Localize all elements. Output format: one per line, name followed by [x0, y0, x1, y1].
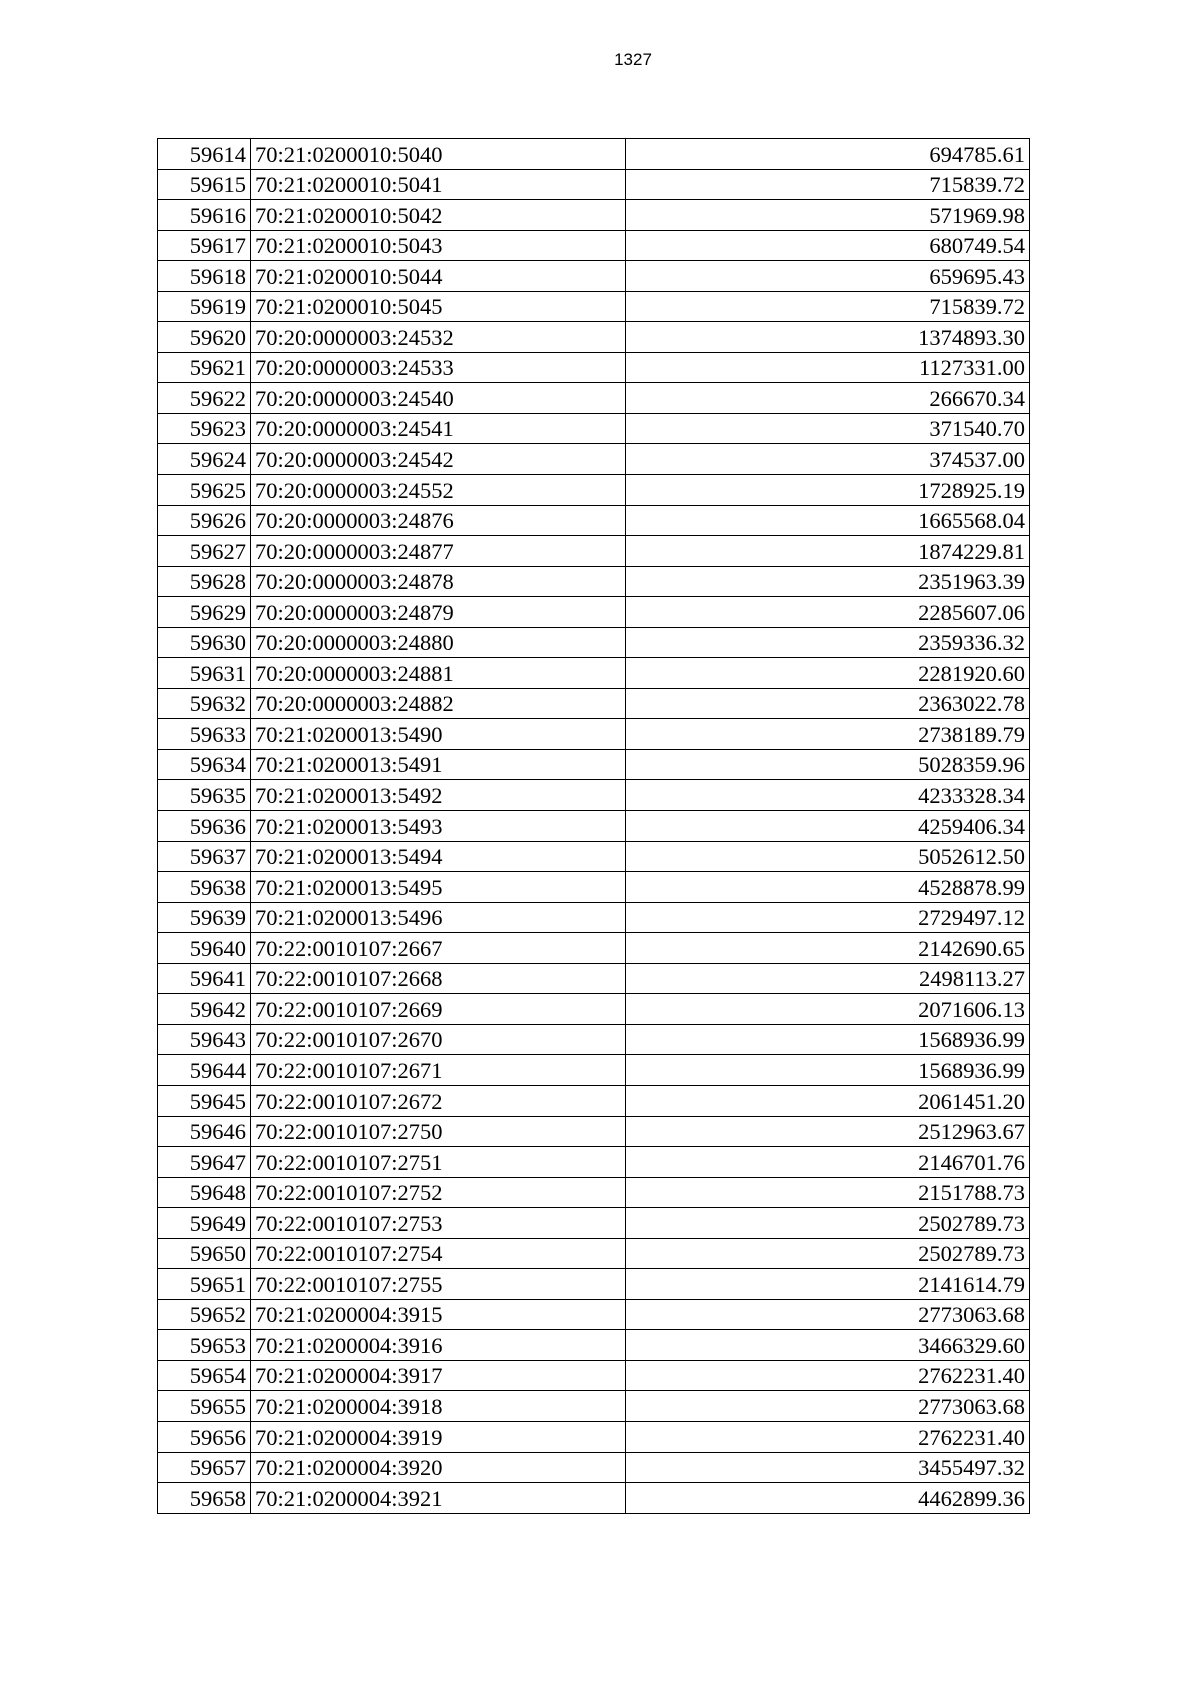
cadastral-number-cell: 70:21:0200013:5496 [251, 902, 626, 933]
row-number-cell: 59614 [158, 139, 251, 170]
cadastral-number-cell: 70:21:0200010:5040 [251, 139, 626, 170]
row-number-cell: 59615 [158, 169, 251, 200]
cadastral-number-cell: 70:20:0000003:24552 [251, 475, 626, 506]
cadastral-number-cell: 70:21:0200010:5042 [251, 200, 626, 231]
row-number-cell: 59634 [158, 749, 251, 780]
row-number-cell: 59636 [158, 811, 251, 842]
cadastral-number-cell: 70:20:0000003:24540 [251, 383, 626, 414]
table-row [158, 475, 1030, 506]
cadastral-value-cell: 4528878.99 [626, 872, 1030, 903]
table-row [158, 1299, 1030, 1330]
cadastral-number-cell: 70:21:0200010:5041 [251, 169, 626, 200]
row-number-cell: 59641 [158, 963, 251, 994]
cadastral-value-cell: 694785.61 [626, 139, 1030, 170]
table-row [158, 200, 1030, 231]
table-row [158, 1024, 1030, 1055]
cadastral-value-cell: 266670.34 [626, 383, 1030, 414]
cadastral-number-cell: 70:21:0200013:5493 [251, 811, 626, 842]
row-number-cell: 59650 [158, 1238, 251, 1269]
table-row [158, 383, 1030, 414]
cadastral-number-cell: 70:22:0010107:2753 [251, 1208, 626, 1239]
row-number-cell: 59622 [158, 383, 251, 414]
table-row [158, 749, 1030, 780]
cadastral-value-cell: 2729497.12 [626, 902, 1030, 933]
cadastral-number-cell: 70:22:0010107:2755 [251, 1269, 626, 1300]
row-number-cell: 59645 [158, 1085, 251, 1116]
row-number-cell: 59646 [158, 1116, 251, 1147]
cadastral-value-cell: 571969.98 [626, 200, 1030, 231]
table-row [158, 139, 1030, 170]
table-row [158, 1269, 1030, 1300]
cadastral-value-cell: 2512963.67 [626, 1116, 1030, 1147]
cadastral-number-cell: 70:20:0000003:24877 [251, 536, 626, 567]
cadastral-value-cell: 5052612.50 [626, 841, 1030, 872]
table-row [158, 169, 1030, 200]
cadastral-value-cell: 715839.72 [626, 169, 1030, 200]
cadastral-value-cell: 374537.00 [626, 444, 1030, 475]
cadastral-value-cell: 1665568.04 [626, 505, 1030, 536]
cadastral-value-cell: 1568936.99 [626, 1024, 1030, 1055]
cadastral-number-cell: 70:22:0010107:2672 [251, 1085, 626, 1116]
table-row [158, 291, 1030, 322]
row-number-cell: 59652 [158, 1299, 251, 1330]
cadastral-number-cell: 70:21:0200004:3916 [251, 1330, 626, 1361]
table-row [158, 261, 1030, 292]
row-number-cell: 59620 [158, 322, 251, 353]
cadastral-number-cell: 70:22:0010107:2671 [251, 1055, 626, 1086]
table-row [158, 994, 1030, 1025]
cadastral-number-cell: 70:21:0200010:5043 [251, 230, 626, 261]
cadastral-number-cell: 70:20:0000003:24532 [251, 322, 626, 353]
row-number-cell: 59644 [158, 1055, 251, 1086]
cadastral-value-cell: 2773063.68 [626, 1299, 1030, 1330]
table-row [158, 322, 1030, 353]
cadastral-value-cell: 2061451.20 [626, 1085, 1030, 1116]
cadastral-value-cell: 4233328.34 [626, 780, 1030, 811]
table-row [158, 780, 1030, 811]
table-row [158, 658, 1030, 689]
cadastral-number-cell: 70:21:0200010:5044 [251, 261, 626, 292]
cadastral-value-cell: 2502789.73 [626, 1208, 1030, 1239]
cadastral-number-cell: 70:21:0200013:5492 [251, 780, 626, 811]
cadastral-value-cell: 1374893.30 [626, 322, 1030, 353]
table-row [158, 597, 1030, 628]
row-number-cell: 59637 [158, 841, 251, 872]
cadastral-value-cell: 715839.72 [626, 291, 1030, 322]
cadastral-number-cell: 70:21:0200004:3915 [251, 1299, 626, 1330]
cadastral-value-cell: 4259406.34 [626, 811, 1030, 842]
row-number-cell: 59658 [158, 1483, 251, 1514]
row-number-cell: 59629 [158, 597, 251, 628]
cadastral-number-cell: 70:20:0000003:24541 [251, 413, 626, 444]
row-number-cell: 59654 [158, 1360, 251, 1391]
table-row [158, 719, 1030, 750]
row-number-cell: 59621 [158, 352, 251, 383]
row-number-cell: 59655 [158, 1391, 251, 1422]
page-number: 1327 [614, 50, 652, 69]
cadastral-number-cell: 70:22:0010107:2750 [251, 1116, 626, 1147]
cadastral-number-cell: 70:22:0010107:2667 [251, 933, 626, 964]
table-row [158, 811, 1030, 842]
table-row [158, 1116, 1030, 1147]
cadastral-value-cell: 680749.54 [626, 230, 1030, 261]
cadastral-value-cell: 2071606.13 [626, 994, 1030, 1025]
table-row [158, 963, 1030, 994]
cadastral-value-cell: 2142690.65 [626, 933, 1030, 964]
cadastral-number-cell: 70:21:0200004:3920 [251, 1452, 626, 1483]
cadastral-value-cell: 1874229.81 [626, 536, 1030, 567]
cadastral-number-cell: 70:22:0010107:2751 [251, 1147, 626, 1178]
cadastral-number-cell: 70:22:0010107:2669 [251, 994, 626, 1025]
row-number-cell: 59639 [158, 902, 251, 933]
table-row [158, 1360, 1030, 1391]
row-number-cell: 59628 [158, 566, 251, 597]
cadastral-value-cell: 3466329.60 [626, 1330, 1030, 1361]
cadastral-value-cell: 2146701.76 [626, 1147, 1030, 1178]
cadastral-number-cell: 70:21:0200013:5494 [251, 841, 626, 872]
table-row [158, 505, 1030, 536]
table-row [158, 536, 1030, 567]
cadastral-value-cell: 2773063.68 [626, 1391, 1030, 1422]
cadastral-number-cell: 70:20:0000003:24878 [251, 566, 626, 597]
row-number-cell: 59635 [158, 780, 251, 811]
table-row [158, 688, 1030, 719]
cadastral-number-cell: 70:20:0000003:24881 [251, 658, 626, 689]
row-number-cell: 59640 [158, 933, 251, 964]
table-row [158, 1483, 1030, 1514]
table-row [158, 627, 1030, 658]
row-number-cell: 59619 [158, 291, 251, 322]
row-number-cell: 59630 [158, 627, 251, 658]
cadastral-number-cell: 70:21:0200013:5491 [251, 749, 626, 780]
cadastral-value-cell: 2281920.60 [626, 658, 1030, 689]
row-number-cell: 59651 [158, 1269, 251, 1300]
cadastral-value-cell: 2351963.39 [626, 566, 1030, 597]
cadastral-number-cell: 70:21:0200004:3921 [251, 1483, 626, 1514]
table-row [158, 1085, 1030, 1116]
cadastral-value-cell: 659695.43 [626, 261, 1030, 292]
table-row [158, 872, 1030, 903]
cadastral-number-cell: 70:20:0000003:24542 [251, 444, 626, 475]
cadastral-number-cell: 70:21:0200004:3917 [251, 1360, 626, 1391]
cadastral-value-cell: 2359336.32 [626, 627, 1030, 658]
cadastral-value-cell: 4462899.36 [626, 1483, 1030, 1514]
cadastral-number-cell: 70:20:0000003:24876 [251, 505, 626, 536]
cadastral-number-cell: 70:21:0200004:3919 [251, 1421, 626, 1452]
cadastral-value-cell: 5028359.96 [626, 749, 1030, 780]
cadastral-value-cell: 2762231.40 [626, 1360, 1030, 1391]
row-number-cell: 59626 [158, 505, 251, 536]
table-row [158, 352, 1030, 383]
table-row [158, 1421, 1030, 1452]
cadastral-value-cell: 2141614.79 [626, 1269, 1030, 1300]
cadastral-number-cell: 70:21:0200013:5490 [251, 719, 626, 750]
cadastral-number-cell: 70:22:0010107:2668 [251, 963, 626, 994]
row-number-cell: 59632 [158, 688, 251, 719]
table-row [158, 1391, 1030, 1422]
table-row [158, 933, 1030, 964]
cadastral-number-cell: 70:20:0000003:24882 [251, 688, 626, 719]
cadastral-number-cell: 70:22:0010107:2752 [251, 1177, 626, 1208]
cadastral-number-cell: 70:22:0010107:2754 [251, 1238, 626, 1269]
row-number-cell: 59616 [158, 200, 251, 231]
row-number-cell: 59618 [158, 261, 251, 292]
cadastral-number-cell: 70:21:0200004:3918 [251, 1391, 626, 1422]
cadastral-value-cell: 2498113.27 [626, 963, 1030, 994]
cadastral-number-cell: 70:21:0200013:5495 [251, 872, 626, 903]
table-body [158, 139, 1030, 1514]
cadastral-number-cell: 70:21:0200010:5045 [251, 291, 626, 322]
row-number-cell: 59633 [158, 719, 251, 750]
table-row [158, 413, 1030, 444]
table-row [158, 1177, 1030, 1208]
table-row [158, 1330, 1030, 1361]
row-number-cell: 59643 [158, 1024, 251, 1055]
cadastral-value-cell: 1568936.99 [626, 1055, 1030, 1086]
cadastral-value-cell: 2762231.40 [626, 1421, 1030, 1452]
cadastral-number-cell: 70:22:0010107:2670 [251, 1024, 626, 1055]
row-number-cell: 59638 [158, 872, 251, 903]
table-row [158, 230, 1030, 261]
row-number-cell: 59631 [158, 658, 251, 689]
row-number-cell: 59625 [158, 475, 251, 506]
cadastral-number-cell: 70:20:0000003:24533 [251, 352, 626, 383]
table-row [158, 1055, 1030, 1086]
row-number-cell: 59656 [158, 1421, 251, 1452]
cadastral-value-cell: 2151788.73 [626, 1177, 1030, 1208]
row-number-cell: 59624 [158, 444, 251, 475]
row-number-cell: 59649 [158, 1208, 251, 1239]
cadastral-value-cell: 3455497.32 [626, 1452, 1030, 1483]
cadastral-value-table [157, 138, 1030, 1514]
row-number-cell: 59627 [158, 536, 251, 567]
table-row [158, 566, 1030, 597]
cadastral-value-cell: 2285607.06 [626, 597, 1030, 628]
cadastral-value-cell: 1127331.00 [626, 352, 1030, 383]
cadastral-value-cell: 2363022.78 [626, 688, 1030, 719]
row-number-cell: 59653 [158, 1330, 251, 1361]
table-row [158, 444, 1030, 475]
row-number-cell: 59623 [158, 413, 251, 444]
cadastral-value-cell: 1728925.19 [626, 475, 1030, 506]
row-number-cell: 59648 [158, 1177, 251, 1208]
table-row [158, 1147, 1030, 1178]
table-row [158, 1452, 1030, 1483]
cadastral-value-cell: 2502789.73 [626, 1238, 1030, 1269]
cadastral-number-cell: 70:20:0000003:24879 [251, 597, 626, 628]
row-number-cell: 59642 [158, 994, 251, 1025]
row-number-cell: 59617 [158, 230, 251, 261]
row-number-cell: 59657 [158, 1452, 251, 1483]
cadastral-value-cell: 2738189.79 [626, 719, 1030, 750]
row-number-cell: 59647 [158, 1147, 251, 1178]
cadastral-number-cell: 70:20:0000003:24880 [251, 627, 626, 658]
table-row [158, 902, 1030, 933]
cadastral-value-cell: 371540.70 [626, 413, 1030, 444]
table-row [158, 1208, 1030, 1239]
table-row [158, 841, 1030, 872]
table-row [158, 1238, 1030, 1269]
